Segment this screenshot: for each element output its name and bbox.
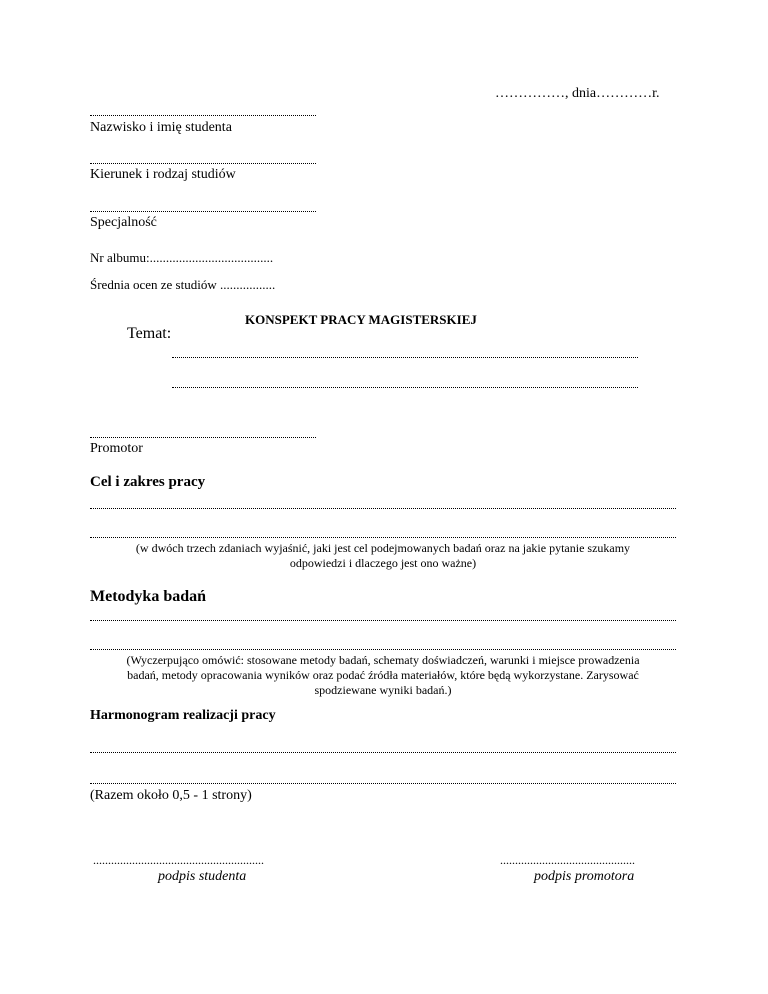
schedule-note: (Razem około 0,5 - 1 strony)	[90, 788, 252, 803]
goal-heading: Cel i zakres pracy	[90, 474, 206, 490]
goal-hint	[90, 541, 676, 571]
methods-hint	[90, 653, 676, 698]
promotor-label: Promotor	[90, 441, 143, 456]
methods-heading: Metodyka badań	[90, 588, 207, 605]
grades-average-label: Średnia ocen ze studiów .................	[90, 277, 276, 292]
promotor-line	[90, 437, 316, 438]
document-title: KONSPEKT PRACY MAGISTERSKIEJ	[245, 312, 477, 327]
goal-line-1	[90, 508, 676, 509]
topic-line-1	[172, 357, 638, 358]
student-name-line	[90, 115, 316, 116]
promotor-signature-line: .............................................	[500, 853, 635, 867]
field-of-study-label: Kierunek i rodzaj studiów	[90, 167, 236, 182]
methods-line-1	[90, 620, 676, 621]
methods-hint-line-3: spodziewane wyniki badań.)	[314, 683, 452, 697]
methods-hint-line-1: (Wyczerpująco omówić: stosowane metody badań, schematy doświadczeń, warunki i miejsce prowadzenia	[126, 653, 640, 667]
methods-hint-line-2: badań, metody opracowania wyników oraz podać źródła materiałów, które będą wykorzystane. Zarysować	[127, 668, 639, 682]
methods-line-2	[90, 649, 676, 650]
specialty-line	[90, 211, 316, 212]
student-signature-line: .........................................................	[93, 853, 264, 867]
schedule-line-1	[90, 752, 676, 753]
topic-line-2	[172, 387, 638, 388]
student-signature-label: podpis studenta	[158, 869, 247, 884]
goal-line-2	[90, 537, 676, 538]
field-of-study-line	[90, 163, 316, 164]
album-number-label: Nr albumu:......................................	[90, 250, 274, 265]
topic-label: Temat:	[127, 325, 172, 342]
place-date-line: ……………, dnia…………r.	[495, 86, 660, 101]
schedule-heading: Harmonogram realizacji pracy	[90, 708, 276, 723]
promotor-signature-label: podpis promotora	[534, 869, 635, 884]
student-name-label: Nazwisko i imię studenta	[90, 120, 232, 135]
goal-hint-line-2: odpowiedzi i dlaczego jest ono ważne)	[289, 556, 477, 570]
specialty-label: Specjalność	[90, 215, 157, 230]
goal-hint-line-1: (w dwóch trzech zdaniach wyjaśnić, jaki jest cel podejmowanych badań oraz na jakie pytanie szukamy	[135, 541, 631, 555]
schedule-line-2	[90, 783, 676, 784]
